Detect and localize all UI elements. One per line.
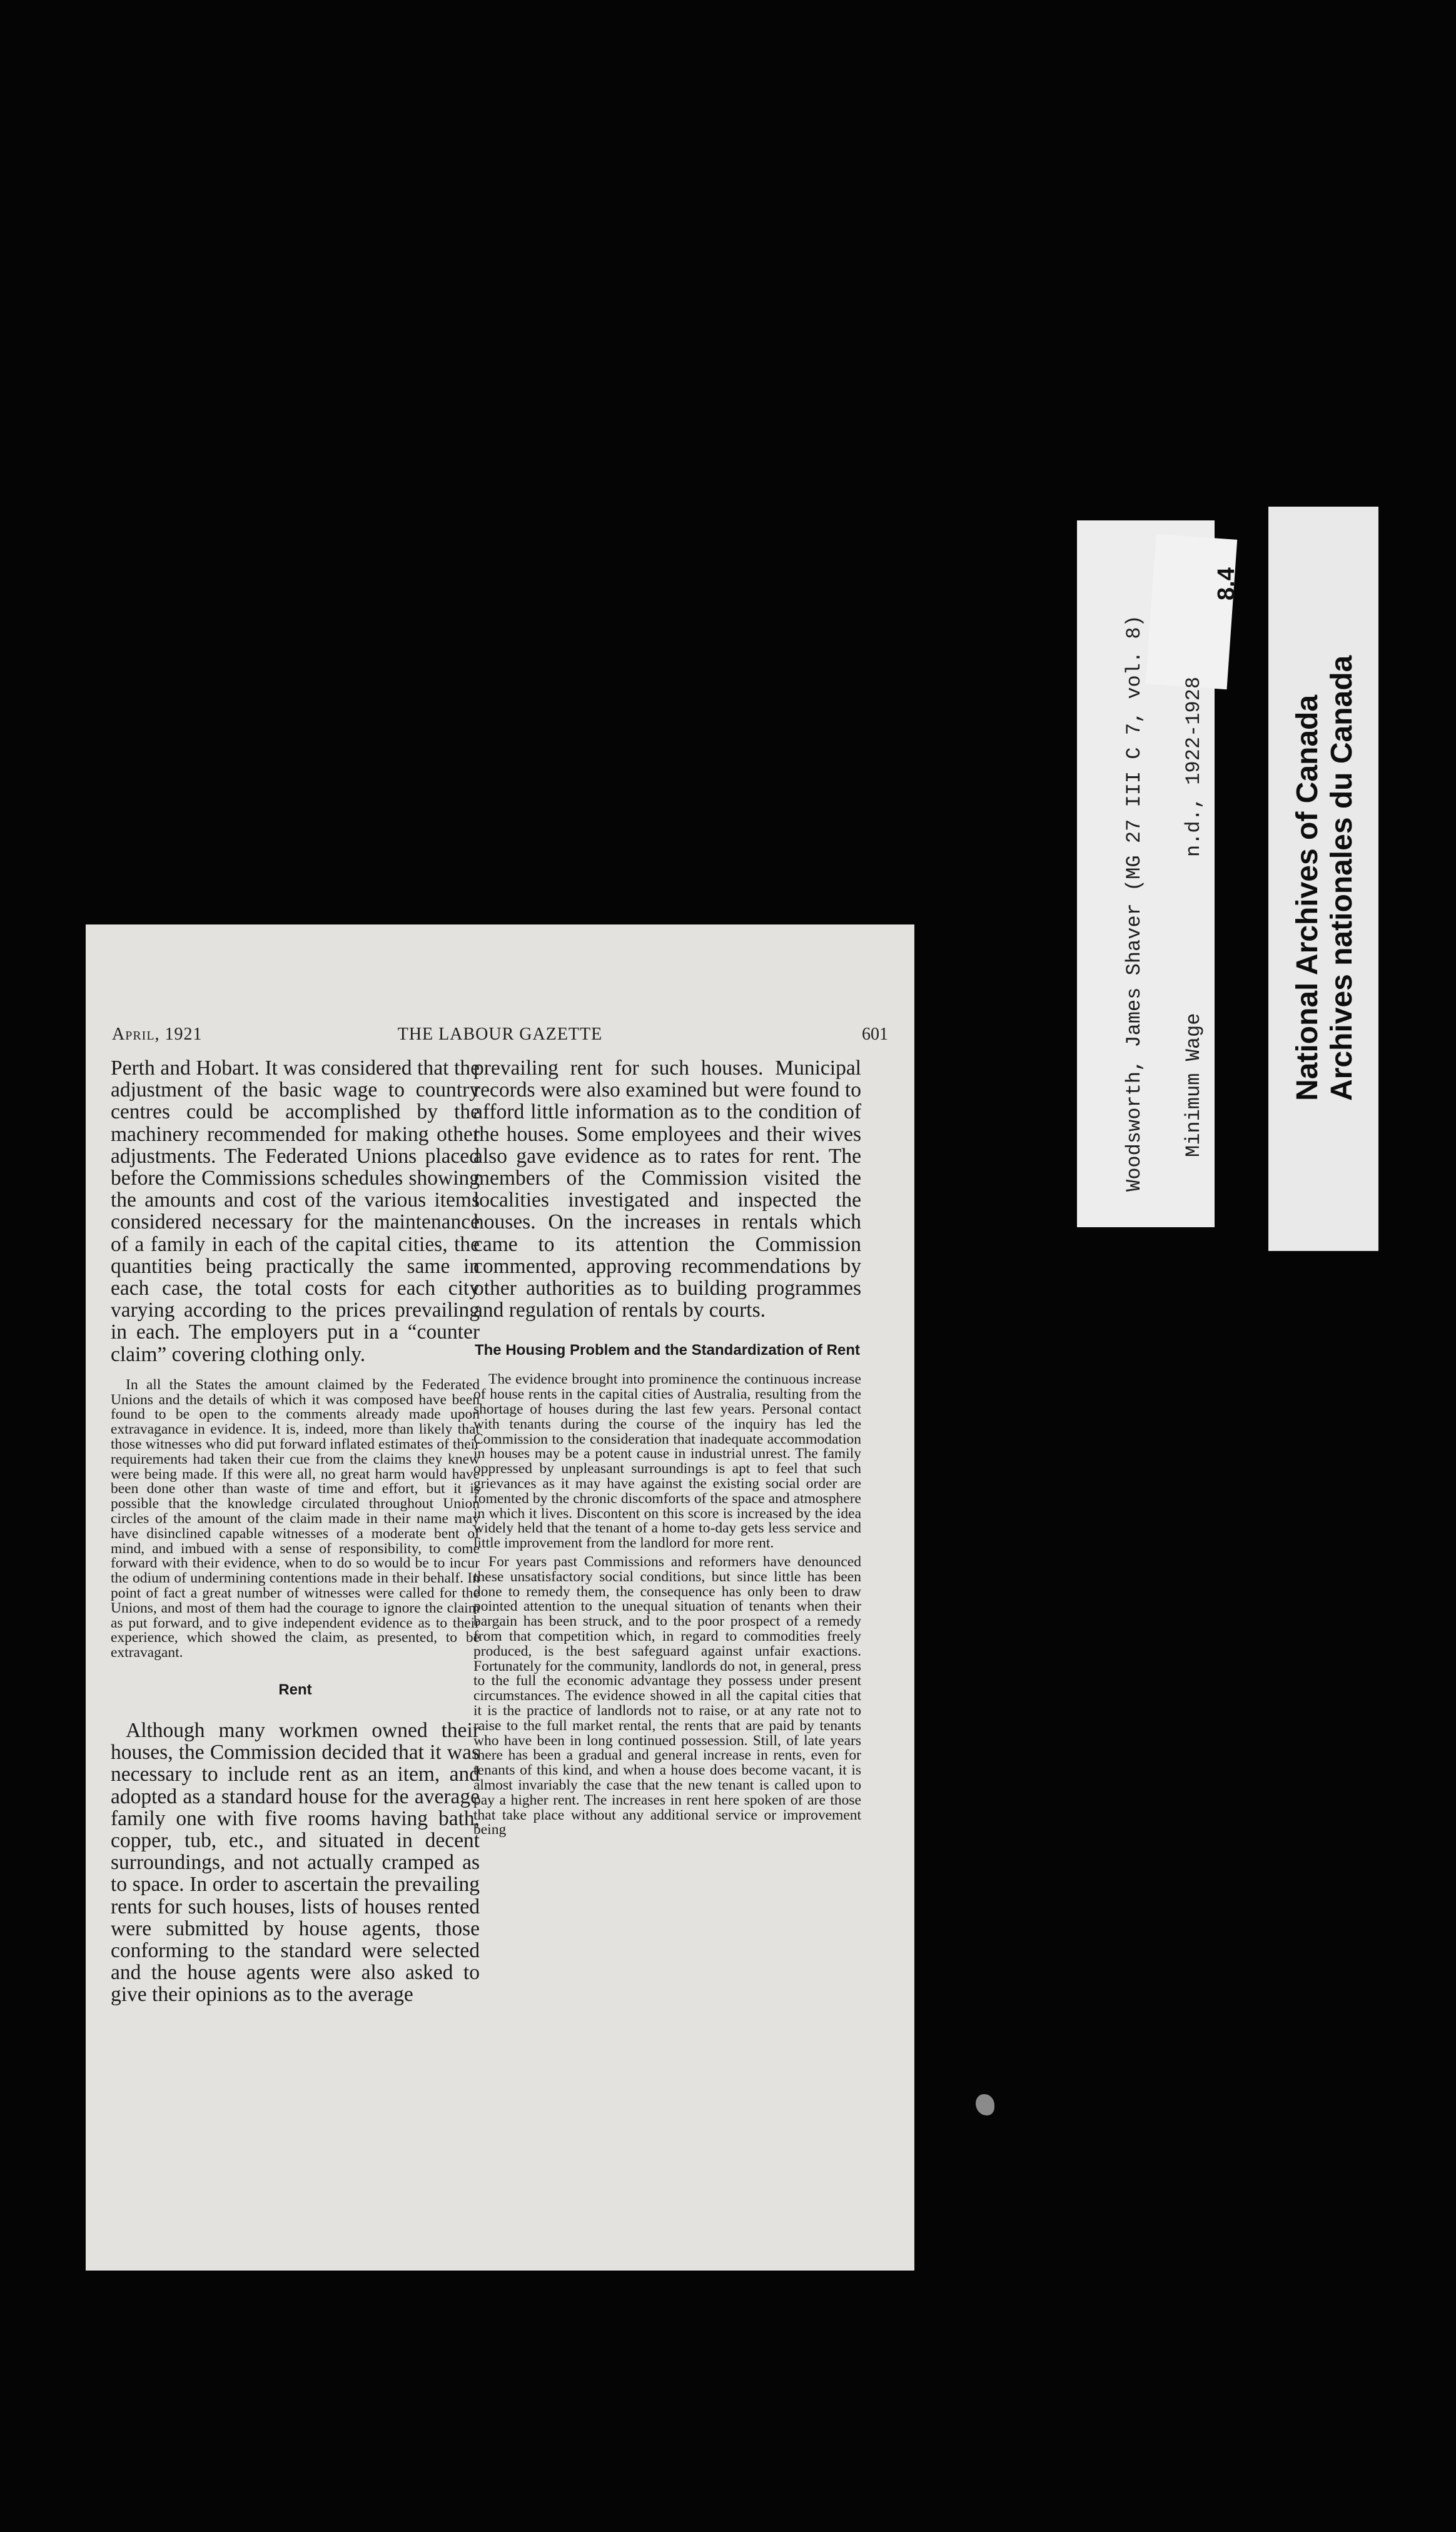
paragraph: The evidence brought into prominence the continuous increase of house rents in the capital cities of Australia, resulting from the shortage of houses during the last few years. Personal contact with tenants during the course of the inquiry has led the Commission to the consideration that inadequate accommodation in houses may be a potent cause in industrial unrest. The family oppressed by unpleasant surroundings is apt to feel that such grievances as it may have against the existing social order are fomented by the chronic discomforts of the space and atmosphere in which it lives. Discontent on this score is increased by the idea widely held that the tenant of a home to-day gets less service and little improvement from the landlord for more rent. [473, 1371, 861, 1552]
file-title: Minimum Wage [1182, 1013, 1205, 1157]
paragraph: In all the States the amount claimed by the Federated Unions and the details of which it was composed have been found to be open to the comments already made upon extravagance in evidence. It is, indeed, more than likely that those witnesses who did put forward inflated estimates of their requirements had taken their cue from the claims they knew were being made. If this were all, no great harm would have been done other than waste of time and effort, but it is possible that the knowledge circulated throughout Union circles of the amount of the claim made in their name may have disinclined capable witnesses of a moderate bent of mind, and imbued with a sense of responsibility, to come forward with their evidence, when to do so would be to incur the odium of undermining contentions made in their behalf. In point of fact a great number of witnesses were called for the Unions, and most of them had the courage to ignore the claim as put forward, and to give independent evidence as to their experience, which showed the claim, as presented, to be extravagant. [111, 1376, 480, 1661]
paragraph: Perth and Hobart. It was considered that the adjustment of the basic wage to country centres could be accomplished by the machinery recommended for making other adjustments. The Federated Unions placed before the Commissions schedules showing the amounts and cost of the various items considered necessary for the maintenance of a family in each of the capital cities, the quantities being practically the same in each case, the total costs for each city varying according to the prices prevailing in each. The employers put in a “counter claim” covering clothing only. [111, 1056, 480, 1366]
left-column [111, 1057, 480, 2006]
page-header [112, 1025, 888, 1050]
file-code: 8.4 [1213, 567, 1240, 600]
archive-label-tab [1146, 534, 1237, 689]
paragraph: prevailing rent for such houses. Municipal records were also examined but were found to afford little information as to the condition of the houses. Some employees and their wives also gave evidence as to rates for rent. The members of the Commission visited the localities investigated and inspected the houses. On the increases in rentals which came to its attention the Commission commented, approving recommendations by other authorities as to building programmes and regulation of rentals by courts. [473, 1056, 861, 1322]
issue-date: April, 1921 [112, 1025, 203, 1044]
section-heading-rent: Rent [278, 1681, 312, 1698]
paragraph: Although many workmen owned their houses, the Commission decided that it was necessary to include rent as an item, and adopted as a standard house for the average family one with five rooms having bath, copper, tub, etc., and situated in decent surroundings, and not actually cramped as to space. In order to ascertain the prevailing rents for such houses, lists of houses rented were submitted by house agents, those conforming to the standard were selected and the house agents were also asked to give their opinions as to the average [111, 1718, 480, 2007]
file-dates: n.d., 1922-1928 [1182, 676, 1205, 857]
gazette-page [86, 924, 914, 2271]
dust-speck [976, 2094, 994, 2115]
section-heading-housing: The Housing Problem and the Standardization of Rent [474, 1342, 861, 1359]
publication-title: THE LABOUR GAZETTE [397, 1025, 603, 1044]
fonds-reference: Woodsworth, James Shaver (MG 27 III C 7, vol. 8) [1123, 615, 1146, 1192]
archives-name-french: Archives nationales du Canada [1325, 655, 1358, 1101]
paragraph: For years past Commissions and reformers have denounced these unsatisfactory social conditions, but since little has been done to remedy them, the consequence has only been to draw pointed attention to the unequal situation of tenants when their bargain has been struck, and to the poor prospect of a remedy from that competition which, in regard to commodities freely produced, is the best safeguard against unfair exactions. Fortunately for the community, landlords do not, in general, press to the full the economic advantage they possess under present circumstances. The evidence showed in all the capital cities that it is the practice of landlords not to raise, or at any rate not to raise to the full market rental, the rents that are paid by tenants who have been in long continued possession. Still, of late years there has been a gradual and general increase in rents, even for tenants of this kind, and when a house does become vacant, it is almost invariably the case that the new tenant is called upon to pay a higher rent. The increases in rent here spoken of are those that take place without any additional service or improvement being [473, 1554, 861, 1838]
right-column [473, 1057, 861, 1838]
archives-name-english: National Archives of Canada [1291, 694, 1324, 1101]
page-number: 601 [862, 1025, 888, 1044]
